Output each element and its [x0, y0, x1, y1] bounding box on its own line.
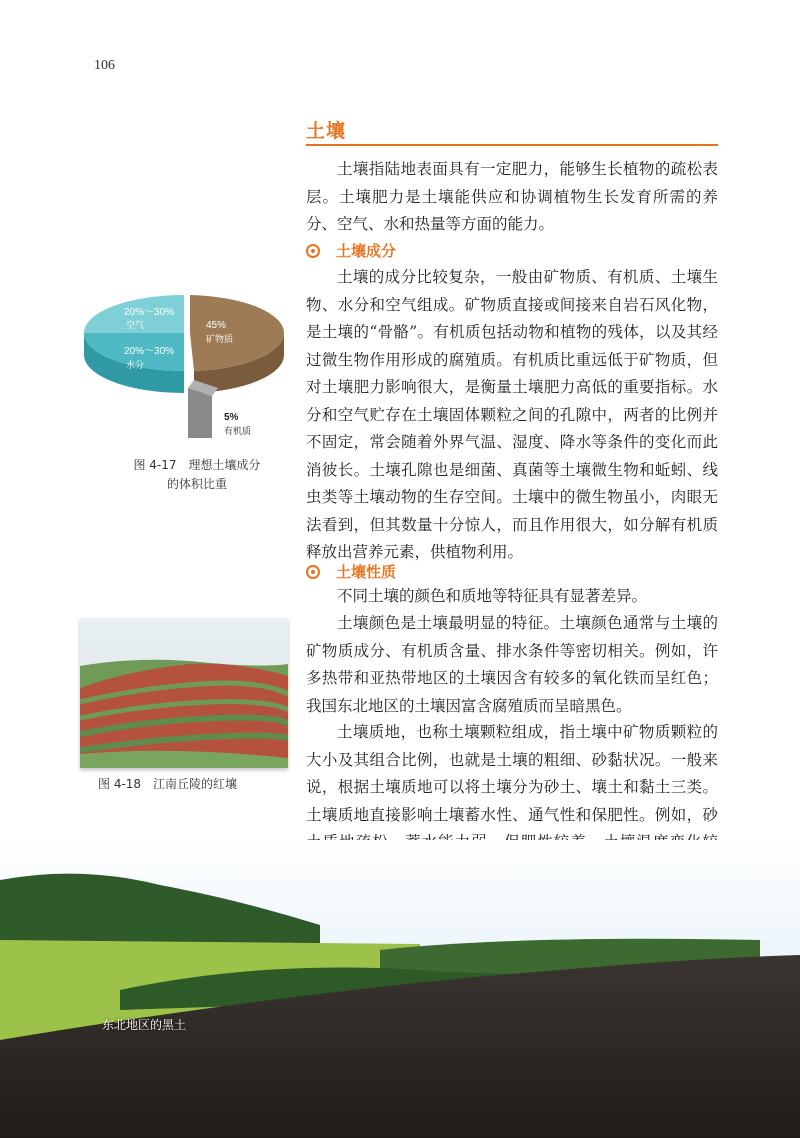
composition-paragraph: 土壤的成分比较复杂，一般由矿物质、有机质、土壤生物、水分和空气组成。矿物质直接或间接来自岩石风化物，是土壤的“骨骼”。有机质包括动物和植物的残体，以及其经过微生物作用形成的腐殖质。有机质比重远低于矿物质，但对土壤肥力影响很大，是衡量土壤肥力高低的重要指标。水分和空气贮存在土壤固体颗粒之间的孔隙中，两者的比例并不固定，常会随着外界气温、湿度、降水等条件的变化而此消彼长。土壤孔隙也是细菌、真菌等土壤微生物和蚯蚓、线虫类等土壤动物的生存空间。土壤中的微生物虽小，肉眼无法看到，但其数量十分惊人，而且作用很大，如分解有机质释放出营养元素，供植物利用。 — [306, 268, 718, 561]
label-water-value: 20%～30% — [124, 346, 175, 357]
figure-4-17-caption — [122, 456, 272, 494]
label-organic-value: 5% — [224, 412, 239, 423]
properties-paragraph-1: 不同土壤的颜色和质地等特征具有显著差异。 — [337, 587, 648, 605]
label-mineral: 矿物质 — [206, 335, 234, 345]
intro-paragraph: 土壤指陆地表面具有一定肥力，能够生长植物的疏松表层。土壤肥力是土壤能供应和协调植物生长发育所需的养分、空气、水和热量等方面的能力。 — [306, 160, 718, 233]
label-air: 空气 — [126, 321, 145, 331]
properties-paragraph-3: 土壤质地，也称土壤颗粒组成，指土壤中矿物质颗粒的大小及其组合比例，也就是土壤的粗细、砂黏状况。一般来说，根据土壤质地可以将土壤分为砂土、壤土和黏土三类。土壤质地直接影响土壤蓄水性、通气性和保肥性。例如，砂 — [306, 723, 718, 824]
subhead-properties — [306, 561, 396, 582]
section-title: 土壤 — [306, 120, 347, 142]
properties-paragraph-2: 土壤颜色是土壤最明显的特征。土壤颜色通常与土壤的矿物质成分、有机质含量、排水条件等密切相关。例如，许多热带和亚热带地区的土壤因含有较多的氧化铁而呈红色；我国东北地区的土壤因富含腐殖质而呈暗黑色。 — [306, 614, 718, 715]
figure-4-17-caption-line-1: 图 4-17 理想土壤成分 — [133, 458, 261, 472]
soil-composition-pie-chart — [72, 288, 302, 448]
circle-bullet-icon — [306, 565, 320, 579]
subhead-composition — [306, 240, 396, 261]
page-number: 106 — [94, 58, 115, 73]
subhead-composition-label: 土壤成分 — [336, 242, 397, 260]
black-soil-landscape-photo — [0, 840, 800, 1138]
landscape-caption: 东北地区的黑土 — [102, 1018, 187, 1032]
figure-4-17-caption-line-2: 的体积比重 — [166, 477, 227, 491]
subhead-properties-label: 土壤性质 — [336, 563, 397, 581]
label-organic: 有机质 — [224, 427, 252, 437]
label-water: 水分 — [126, 361, 145, 371]
label-air-value: 20%～30% — [124, 307, 175, 318]
label-mineral-value: 45% — [206, 320, 227, 331]
section-title-rule — [306, 144, 718, 146]
figure-4-18-caption: 图 4-18 江南丘陵的红壤 — [98, 777, 238, 791]
red-soil-hills-photo — [80, 618, 288, 768]
circle-bullet-icon — [306, 244, 320, 258]
pie-slice-organic — [188, 388, 212, 438]
